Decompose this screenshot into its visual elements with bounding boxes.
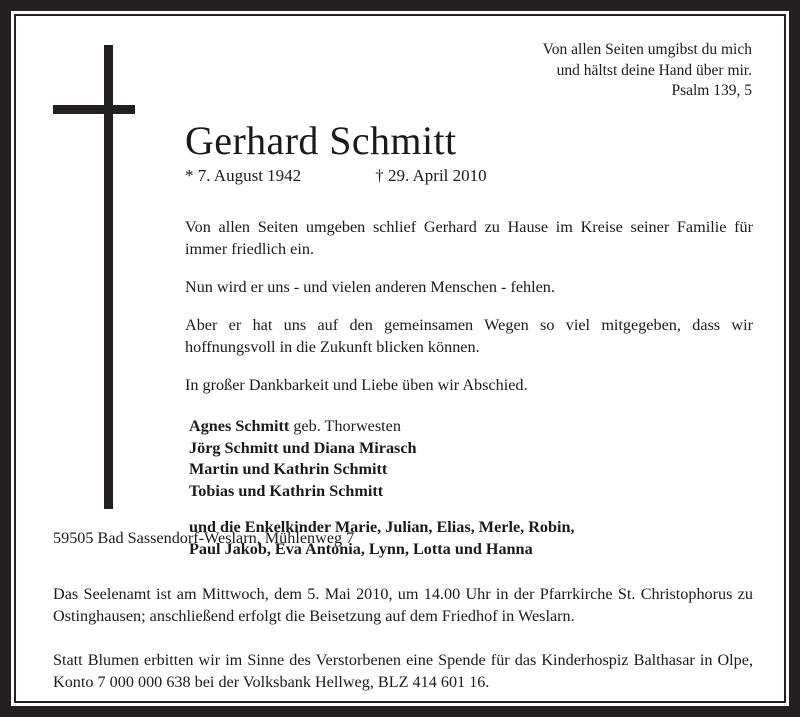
memorial-paragraph-4: In großer Dankbarkeit und Liebe üben wir Abschied. [185, 376, 528, 395]
deceased-name: Gerhard Schmitt [185, 118, 457, 163]
survivor-line-4: Tobias und Kathrin Schmitt [189, 481, 384, 500]
life-dates [185, 166, 753, 186]
grandchildren-line-2: Paul Jakob, Eva Antonia, Lynn, Lotta und Hanna [189, 539, 533, 558]
funeral-service-details: Das Seelenamt ist am Mittwoch, dem 5. Mai 2010, um 14.00 Uhr in der Pfarrkirche St. Christophorus zu Ostinghausen; anschließend erfolgt die Beisetzung auf dem Friedhof in Weslarn. [53, 585, 753, 626]
widow-maiden-name: geb. Thorwesten [293, 417, 401, 436]
survivor-line-3: Martin und Kathrin Schmitt [189, 460, 388, 479]
widow-name: Agnes Schmitt [189, 417, 290, 436]
mourning-address: 59505 Bad Sassendorf-Weslarn, Mühlenweg 7 [53, 529, 355, 547]
notice-paper [16, 16, 784, 701]
epigraph-line-1: Von allen Seiten umgibst du mich [542, 41, 752, 58]
grandchildren-line-1: und die Enkelkinder Marie, Julian, Elias, Merle, Robin, [189, 518, 575, 537]
main-text-column [185, 120, 753, 560]
death-date: † 29. April 2010 [375, 166, 487, 185]
donation-request: Statt Blumen erbitten wir im Sinne des Verstorbenen eine Spende für das Kinderhospiz Balthasar in Olpe, Konto 7 000 000 638 bei der Volksbank Hellweg, BLZ 414 601 16. [53, 651, 753, 692]
epigraph-source: Psalm 139, 5 [671, 82, 752, 100]
cross-horizontal-bar [53, 105, 135, 114]
memorial-paragraph-1: Von allen Seiten umgeben schlief Gerhard zu Hause im Kreise seiner Familie für immer friedlich ein. [185, 218, 753, 259]
survivor-line-2: Jörg Schmitt und Diana Mirasch [189, 438, 417, 457]
memorial-paragraph-2: Nun wird er uns - und vielen anderen Menschen - fehlen. [185, 278, 555, 297]
footer-block [53, 528, 753, 693]
birth-date: * 7. August 1942 [185, 166, 302, 185]
cross-vertical-bar [104, 45, 113, 509]
memorial-paragraph-3: Aber er hat uns auf den gemeinsamen Wegen so viel mitgegeben, dass wir hoffnungsvoll in die Zukunft blicken können. [185, 316, 753, 357]
epigraph [432, 40, 752, 102]
epigraph-line-2: und hältst deine Hand über mir. [556, 61, 752, 79]
survivor-widow [189, 416, 753, 438]
